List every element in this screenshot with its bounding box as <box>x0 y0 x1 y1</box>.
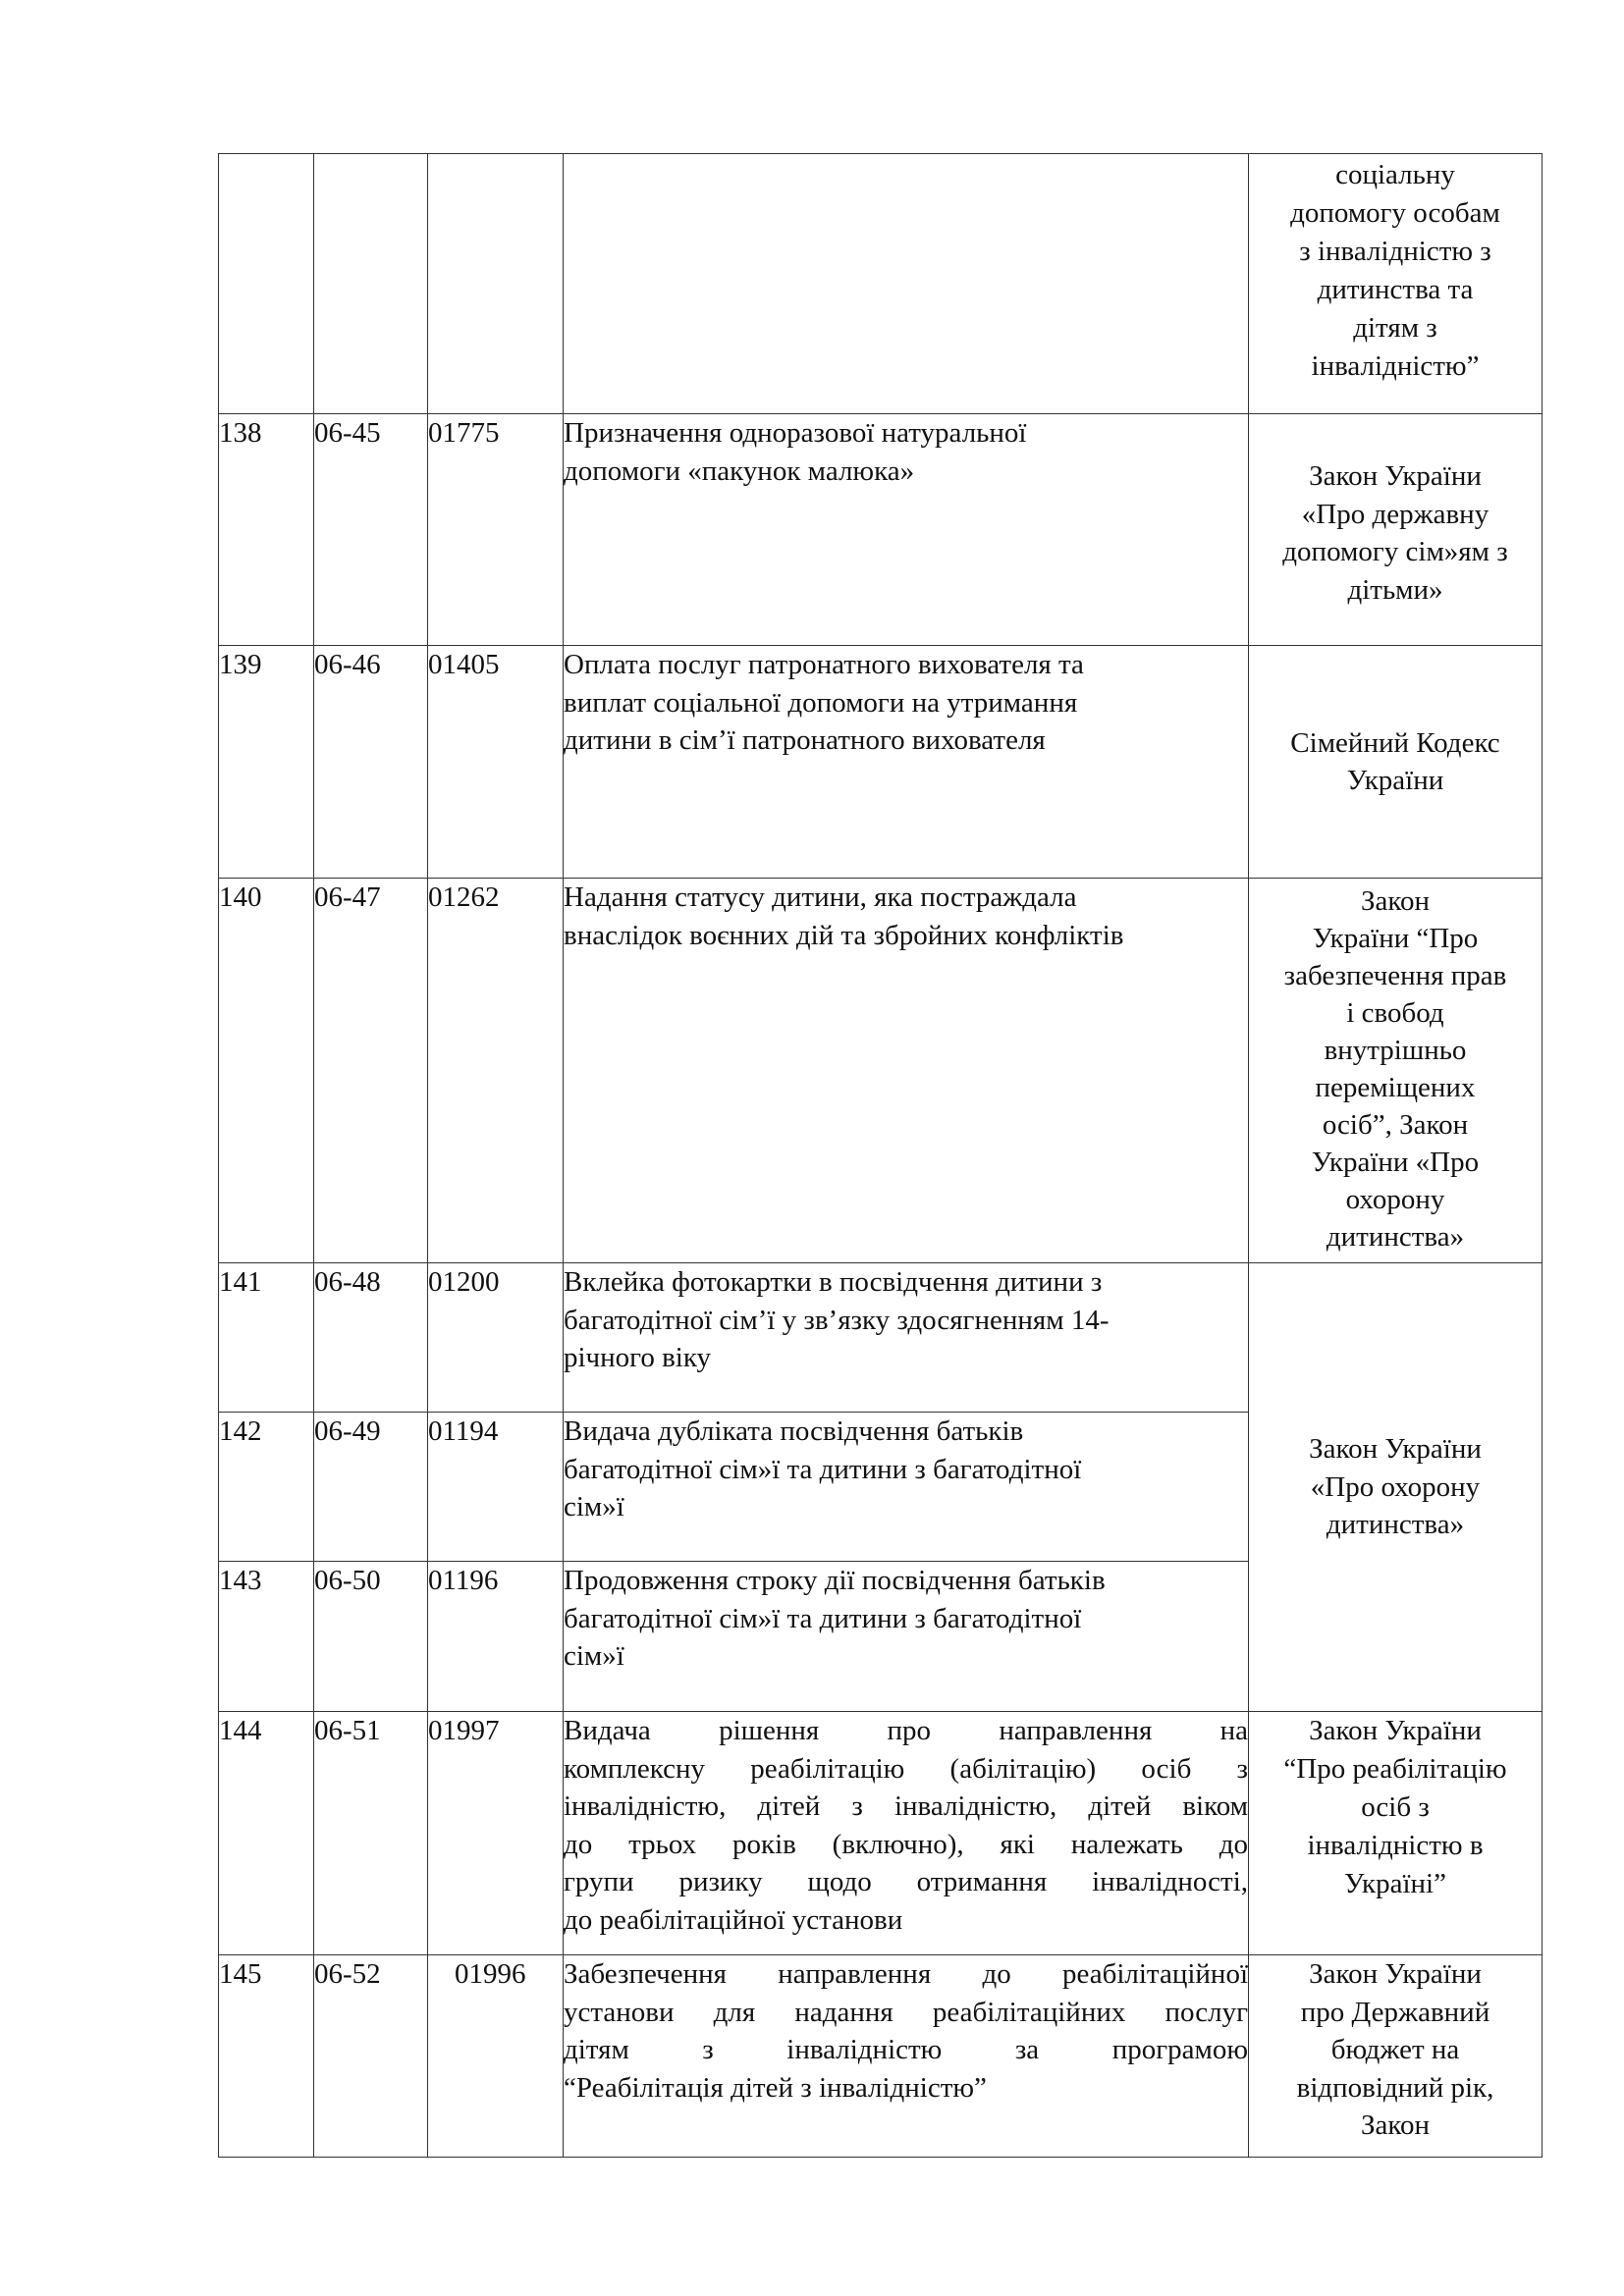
law-line: Закон <box>1360 2109 1431 2141</box>
cell-code: 06-47 <box>314 879 428 1263</box>
cell-id: 01775 <box>428 414 564 646</box>
cell-code <box>314 154 428 414</box>
law-line: Сімейний Кодекс <box>1290 726 1500 759</box>
cell-law <box>1249 879 1543 1263</box>
cell-num: 138 <box>219 414 314 646</box>
cell-num: 140 <box>219 879 314 1263</box>
cell-code: 06-51 <box>314 1712 428 1955</box>
law-line: дітьми» <box>1347 573 1443 606</box>
desc-line: Надання статусу дитини, яка постраждала <box>564 881 1077 913</box>
cell-code: 06-49 <box>314 1413 428 1562</box>
law-line: Україні” <box>1344 1868 1446 1899</box>
law-line: переміщених <box>1315 1072 1476 1103</box>
cell-code: 06-45 <box>314 414 428 646</box>
law-line: допомогу особам <box>1290 197 1500 229</box>
law-line: і свобод <box>1346 997 1444 1029</box>
cell-description <box>564 1712 1249 1955</box>
cell-law-merged <box>1249 1263 1543 1712</box>
desc-line: багатодітної сім»ї та дитини з багатодітної <box>564 1453 1082 1485</box>
cell-num: 145 <box>219 1955 314 2158</box>
law-line: бюджет на <box>1330 2034 1460 2065</box>
desc-line: внаслідок воєнних дій та збройних конфліктів <box>564 919 1124 951</box>
table-row <box>219 1263 1543 1413</box>
cell-num: 144 <box>219 1712 314 1955</box>
law-line: осіб”, Закон <box>1322 1109 1469 1141</box>
cell-num: 141 <box>219 1263 314 1413</box>
desc-line: інвалідністю, дітей з інвалідністю, дітей віком <box>564 1790 1248 1822</box>
cell-law <box>1249 646 1543 879</box>
law-line: про Державний <box>1300 1996 1490 2028</box>
cell-id: 01997 <box>428 1712 564 1955</box>
table-row <box>219 1955 1543 2158</box>
desc-line: Призначення одноразової натуральної <box>564 417 1027 449</box>
law-line: дитинства та <box>1317 274 1474 305</box>
law-line: дитинства» <box>1326 1221 1465 1253</box>
law-line: «Про державну <box>1301 498 1489 530</box>
desc-line: комплексну реабілітацію (абілітацію) осіб з <box>564 1752 1248 1785</box>
law-line: України <box>1346 765 1444 796</box>
desc-line: допомоги «пакунок малюка» <box>564 454 915 487</box>
desc-line: Вклейка фотокартки в посвідчення дитини з <box>564 1266 1103 1298</box>
cell-id <box>428 154 564 414</box>
cell-num: 139 <box>219 646 314 879</box>
law-line: соціальну <box>1335 159 1455 190</box>
desc-line: Продовження строку дії посвідчення батьків <box>564 1565 1106 1596</box>
desc-line: Забезпечення направлення до реабілітаційної <box>564 1958 1248 1990</box>
law-line: “Про реабілітацію <box>1283 1753 1507 1785</box>
desc-line: “Реабілітація дітей з інвалідністю” <box>564 2071 987 2104</box>
cell-description <box>564 154 1249 414</box>
desc-line: виплат соціальної допомоги на утримання <box>564 686 1078 719</box>
table-row <box>219 1712 1543 1955</box>
desc-line: групи ризику щодо отримання інвалідності, <box>564 1866 1248 1897</box>
cell-num <box>219 154 314 414</box>
desc-line: дітям з інвалідністю за програмою <box>564 2034 1248 2065</box>
cell-description <box>564 414 1249 646</box>
cell-code: 06-52 <box>314 1955 428 2158</box>
cell-id: 01996 <box>428 1955 564 2158</box>
law-line: осіб з <box>1361 1791 1430 1823</box>
desc-line: сім»ї <box>564 1491 624 1522</box>
cell-description <box>564 646 1249 879</box>
table-row <box>219 414 1543 646</box>
desc-line: багатодітної сім»ї та дитини з багатодітної <box>564 1602 1082 1634</box>
desc-line: багатодітної сім’ї у зв’язку здосягненням 14- <box>564 1304 1110 1336</box>
cell-description <box>564 1413 1249 1562</box>
services-table <box>218 153 1543 2158</box>
cell-num: 142 <box>219 1413 314 1562</box>
law-line: інвалідністю в <box>1307 1830 1484 1861</box>
table-row <box>219 879 1543 1263</box>
law-line: України “Про <box>1312 923 1479 954</box>
desc-line: до реабілітаційної установи <box>564 1903 903 1936</box>
desc-line: річного віку <box>564 1342 712 1373</box>
law-line: дитинства» <box>1326 1509 1465 1541</box>
desc-line: дитини в сім’ї патронатного вихователя <box>564 724 1046 756</box>
law-line: Закон України <box>1309 1715 1482 1746</box>
law-line: Закон України <box>1309 460 1482 492</box>
table-row-continuation <box>219 154 1543 414</box>
cell-law <box>1249 1712 1543 1955</box>
law-line: дітям з <box>1353 312 1437 344</box>
cell-law <box>1249 414 1543 646</box>
cell-law <box>1249 154 1543 414</box>
law-line: інвалідністю” <box>1311 350 1480 382</box>
cell-description <box>564 1955 1249 2158</box>
table-row <box>219 646 1543 879</box>
law-line: Закон України <box>1309 1433 1482 1466</box>
cell-code: 06-46 <box>314 646 428 879</box>
cell-id: 01262 <box>428 879 564 1263</box>
cell-description <box>564 1562 1249 1712</box>
law-line: забезпечення прав <box>1283 960 1507 991</box>
desc-line: до трьох років (включно), які належать до <box>564 1828 1248 1860</box>
law-line: з інвалідністю з <box>1299 236 1491 267</box>
cell-law <box>1249 1955 1543 2158</box>
law-line: Закон України <box>1309 1958 1482 1990</box>
law-line: охорону <box>1345 1184 1445 1215</box>
cell-id: 01405 <box>428 646 564 879</box>
desc-line: Видача дубліката посвідчення батьків <box>564 1415 1024 1447</box>
cell-id: 01196 <box>428 1562 564 1712</box>
cell-description <box>564 879 1249 1263</box>
cell-id: 01194 <box>428 1413 564 1562</box>
desc-line: сім»ї <box>564 1640 624 1672</box>
desc-line: Оплата послуг патронатного вихователя та <box>564 649 1084 680</box>
law-line: Закон <box>1360 885 1431 917</box>
law-line: України «Про <box>1311 1147 1480 1178</box>
cell-description <box>564 1263 1249 1413</box>
law-line: внутрішньо <box>1324 1035 1467 1066</box>
desc-line: установи для надання реабілітаційних послуг <box>564 1996 1248 2028</box>
cell-num: 143 <box>219 1562 314 1712</box>
desc-line: Видача рішення про направлення на <box>564 1715 1248 1746</box>
law-line: відповідний рік, <box>1296 2071 1494 2104</box>
cell-id: 01200 <box>428 1263 564 1413</box>
cell-code: 06-48 <box>314 1263 428 1413</box>
law-line: «Про охорону <box>1310 1470 1481 1503</box>
cell-code: 06-50 <box>314 1562 428 1712</box>
law-line: допомогу сім»ям з <box>1282 536 1508 567</box>
